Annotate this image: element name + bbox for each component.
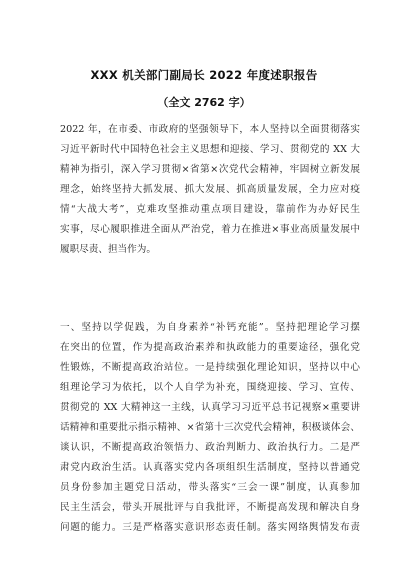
paragraph-line: 在突出的位置，作为提高政治素养和执政能力的重要途径，强化党 bbox=[60, 342, 360, 353]
paragraph-line: 习近平新时代中国特色社会主义思想和迎接、学习、贯彻党的 XX 大 bbox=[60, 144, 360, 155]
paragraph-line: 实事，尽心履职推进全面从严治党，着力在推进×事业高质量发展中 bbox=[60, 224, 360, 235]
paragraph-line: 谈认识，不断提高政治领悟力、政治判断力、政治执行力。二是严 bbox=[60, 442, 360, 453]
paragraph-line: 贯彻党的 XX 大精神这一主线，认真学习习近平总书记视察×重要讲 bbox=[60, 402, 360, 413]
paragraph-line: 民主生活会，带头开展批评与自我批评，不断提高发现和解决自身 bbox=[60, 502, 360, 513]
paragraph-line: 精神为指引，深入学习贯彻×省第×次党代会精神，牢固树立新发展 bbox=[60, 164, 360, 175]
paragraph-line: 组理论学习为依托，以个人自学为补充，围绕迎接、学习、宣传、 bbox=[60, 382, 360, 393]
paragraph-section-one bbox=[60, 318, 360, 538]
paragraph-line: 员身份参加主题党日活动，带头落实“三会一课”制度，认真参加 bbox=[60, 482, 360, 493]
document-subtitle: （全文 2762 字） bbox=[157, 96, 251, 109]
paragraph-line: 情“大战大考”，克难攻坚推动重点项目建设，靠前作为办好民生 bbox=[60, 204, 360, 215]
paragraph-line: 话精神和重要批示指示精神、×省第十三次党代会精神，积极谈体会、 bbox=[60, 422, 360, 433]
paragraph-intro bbox=[60, 120, 360, 260]
paragraph-line: 问题的能力。三是严格落实意识形态责任制。落实网络舆情发布责 bbox=[60, 522, 360, 533]
paragraph-line: 理念，始终坚持大抓发展、抓大发展、抓高质量发展，全力应对疫 bbox=[60, 184, 360, 195]
paragraph-line: 一、坚持以学促践，为自身素养“补钙充能”。坚持把理论学习摆 bbox=[60, 322, 360, 333]
paragraph-line: 履职尽责、担当作为。 bbox=[60, 244, 156, 255]
paragraph-line: 2022 年，在市委、市政府的坚强领导下，本人坚持以全面贯彻落实 bbox=[60, 124, 360, 135]
paragraph-line: 性锻炼，不断提高政治站位。一是持续强化理论知识，坚持以中心 bbox=[60, 362, 360, 373]
document-title: XXX 机关部门副局长 2022 年度述职报告 bbox=[90, 68, 318, 82]
paragraph-line: 肃党内政治生活。认真落实党内各项组织生活制度，坚持以普通党 bbox=[60, 462, 360, 473]
